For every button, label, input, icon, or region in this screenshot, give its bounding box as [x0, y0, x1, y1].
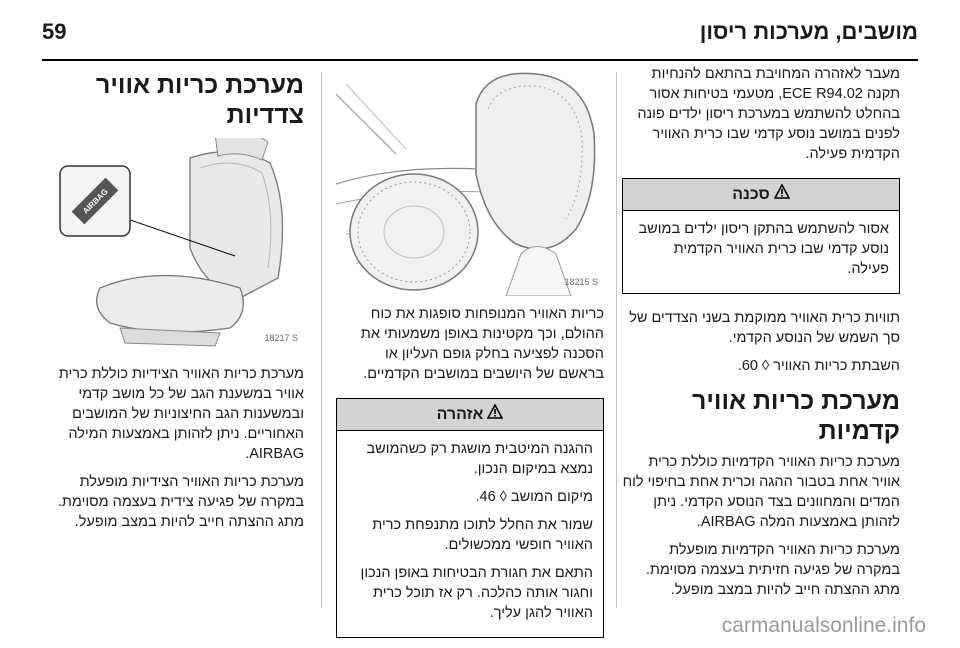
- column-middle: [336, 64, 604, 648]
- header-rule: [42, 59, 918, 61]
- figure-id: 18215 S: [564, 277, 598, 287]
- warning-box-body: [337, 431, 603, 637]
- running-title: מושבים, מערכות ריסון: [699, 19, 918, 44]
- front-airbag-figure: [336, 64, 604, 296]
- column-right: [622, 64, 900, 608]
- front-airbag-illustration: [336, 64, 604, 296]
- warning-box-header: [337, 399, 603, 431]
- front-airbag-paragraph-1: מערכת כריות האוויר הקדמיות כוללת כרית אוויר אחת בטבור ההגה וכרית אחת בחיפוי לוח המדים והמחוונים בצד הנוסע הקדמי. ניתן לזהותן באמצעות המלה AIRBAG.: [622, 454, 900, 530]
- airbag-caption: כריות האוויר המנופחות סופגות את כוח ההולם, וכך מקטינות באופן משמעותי את הסכנה לפציעה בחלק גופם העליון או בראשם של היושבים במושבים הקדמיים.: [360, 306, 604, 382]
- watermark: carmanualsonline.info: [721, 614, 926, 637]
- column-divider-right: [616, 72, 617, 608]
- seat-illustration: [40, 138, 304, 352]
- side-airbag-paragraph-1: מערכת כריות האוויר הצידיות כוללת כרית אוויר במשענת הגב של כל מושב קדמי ובמשענות הגב החיצוניות של המושבים האחוריים. ניתן לזהותן באמצעות המילה AIRBAG.: [58, 366, 304, 462]
- side-airbag-heading: מערכת כריות אוויר צדדיות: [95, 71, 304, 129]
- page-header: [42, 14, 918, 50]
- warning-triangle-icon: [487, 404, 503, 425]
- caution-box-body: [623, 211, 899, 293]
- side-airbag-figure: [40, 138, 304, 352]
- warning-paragraph-3: שמור את החלל לתוכו מתנפחת כרית האוויר חופשי ממכשולים.: [372, 517, 593, 553]
- intro-paragraph: מעבר לאזהרה המחויבת בהתאם להנחיות תקנה ECE R94.02, מטעמי בטיחות אסור בהחלט להשתמש במערכת ריסון ילדים פונה לפנים במושב נוסע קדמי שבו כרית האוויר הקדמית פעילה.: [637, 66, 900, 162]
- caution-title: סכנה: [732, 185, 770, 203]
- warning-title: אזהרה: [436, 405, 484, 423]
- deactivation-reference: השבתת כריות האוויר ◊ 60.: [737, 358, 900, 374]
- caution-box-header: [623, 179, 899, 211]
- front-airbag-heading: מערכת כריות אוויר קדמיות: [691, 387, 900, 445]
- page-number: 59: [42, 19, 67, 44]
- warning-paragraph-1: ההגנה המיטבית מושגת רק כשהמושב נמצא במיקום הנכון.: [366, 441, 593, 477]
- sun-visor-paragraph: תוויות כרית האוויר ממוקמת בשני הצדדים של סך השמש של הנוסע הקדמי.: [629, 310, 900, 346]
- caution-text: אסור להשתמש בהתקן ריסון ילדים במושב נוסע קדמי שבו כרית האוויר הקדמית פעילה.: [638, 221, 889, 277]
- side-airbag-paragraph-2: מערכת כריות האוויר הצידיות מופעלת במקרה של פגיעה צידית בעצמה מסוימת. מתג ההצתה חייב להיות במצב מופעל.: [57, 474, 304, 530]
- airbag-label-text: AIRBAG: [81, 187, 110, 216]
- caution-box: [622, 178, 900, 294]
- front-airbag-paragraph-2: מערכת כריות האוויר הקדמיות מופעלת במקרה של פגיעה חזיתית בעצמה מסוימת. מתג ההצתה חייב להיות במצב מופעל.: [645, 542, 900, 598]
- figure-id: 18217 S: [264, 333, 298, 343]
- warning-triangle-icon: [774, 184, 790, 205]
- column-left: [40, 64, 304, 540]
- warning-paragraph-4: התאם את חגורת הבטיחות באופן הנכון וחגור אותה כהלכה. רק אז תוכל כרית האוויר להגן עליך.: [360, 565, 593, 621]
- warning-box: [336, 398, 604, 638]
- column-divider-left: [321, 72, 322, 608]
- warning-paragraph-2: מיקום המושב ◊ 46.: [475, 489, 593, 505]
